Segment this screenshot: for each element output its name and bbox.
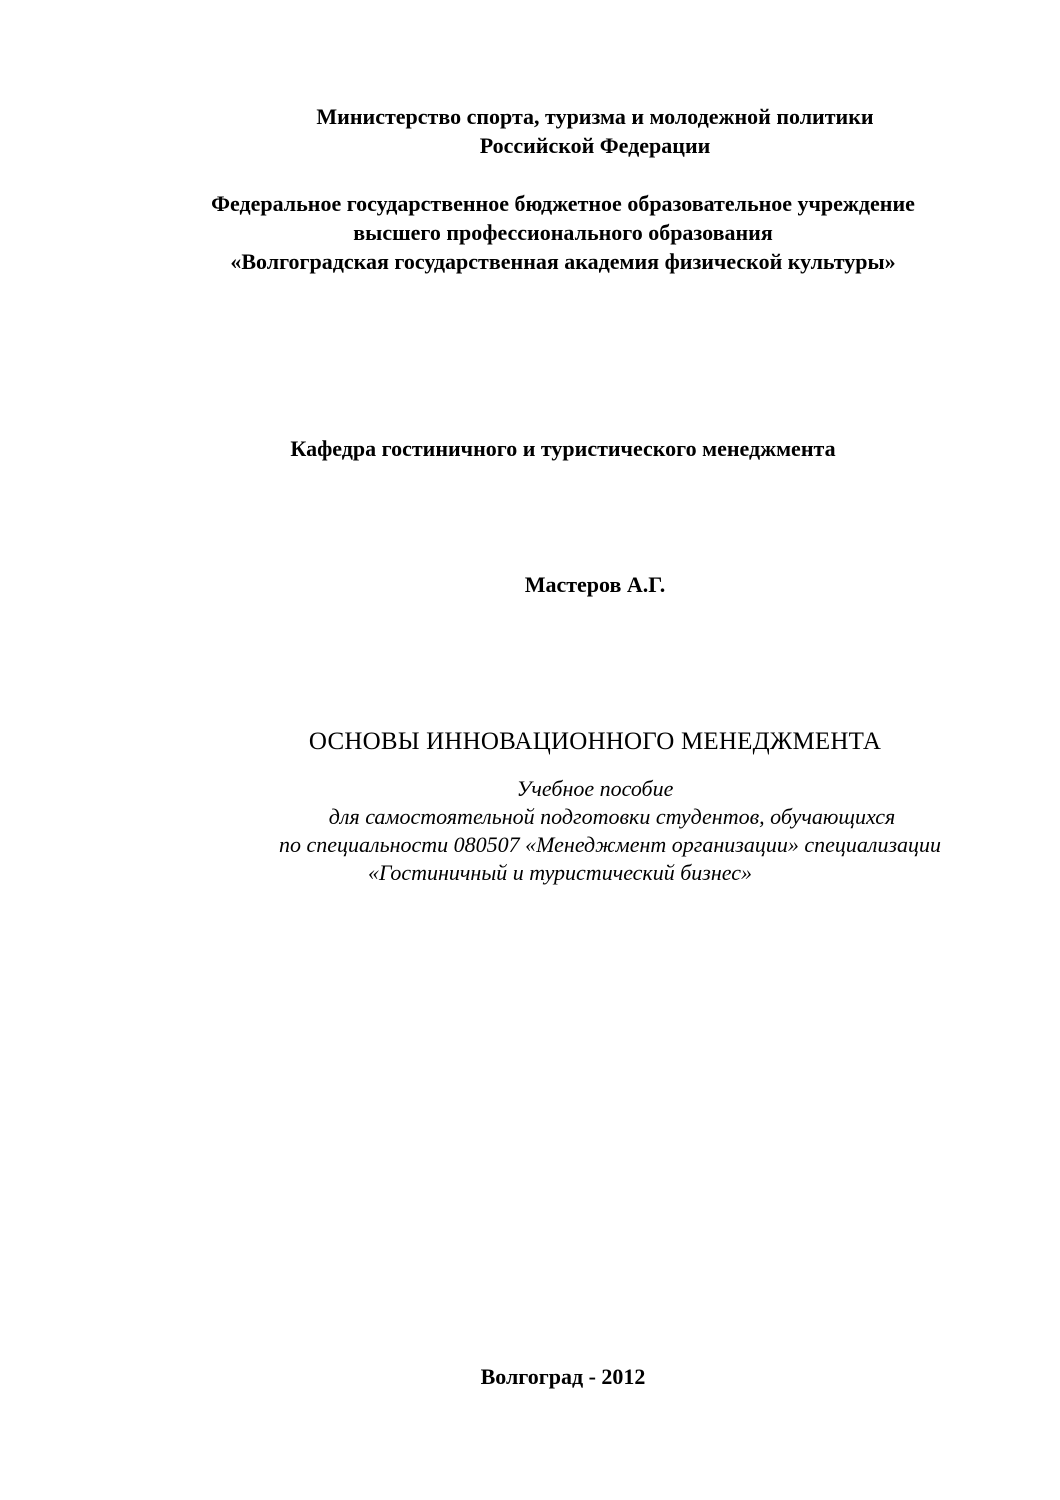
institution-line-3: «Волгоградская государственная академия физической культуры» bbox=[230, 249, 896, 274]
subtitle-line-3: по специальности 080507 «Менеджмент организации» специализации bbox=[278, 832, 942, 857]
department-name: Кафедра гостиничного и туристического менеджмента bbox=[290, 436, 836, 461]
subtitle-line-2: для самостоятельной подготовки студентов, обучающихся bbox=[328, 804, 896, 829]
institution-line-2: высшего профессионального образования bbox=[353, 220, 773, 245]
city-year: Волгоград - 2012 bbox=[480, 1364, 646, 1389]
document-title: ОСНОВЫ ИННОВАЦИОННОГО МЕНЕДЖМЕНТА bbox=[308, 728, 882, 755]
ministry-line-2: Российской Федерации bbox=[479, 133, 711, 158]
author-name: Мастеров А.Г. bbox=[524, 572, 666, 597]
ministry-line-1: Министерство спорта, туризма и молодежной политики bbox=[316, 104, 874, 129]
subtitle-line-4: «Гостиничный и туристический бизнес» bbox=[367, 860, 753, 885]
subtitle-line-1: Учебное пособие bbox=[516, 776, 674, 801]
institution-line-1: Федеральное государственное бюджетное образовательное учреждение bbox=[211, 191, 915, 216]
